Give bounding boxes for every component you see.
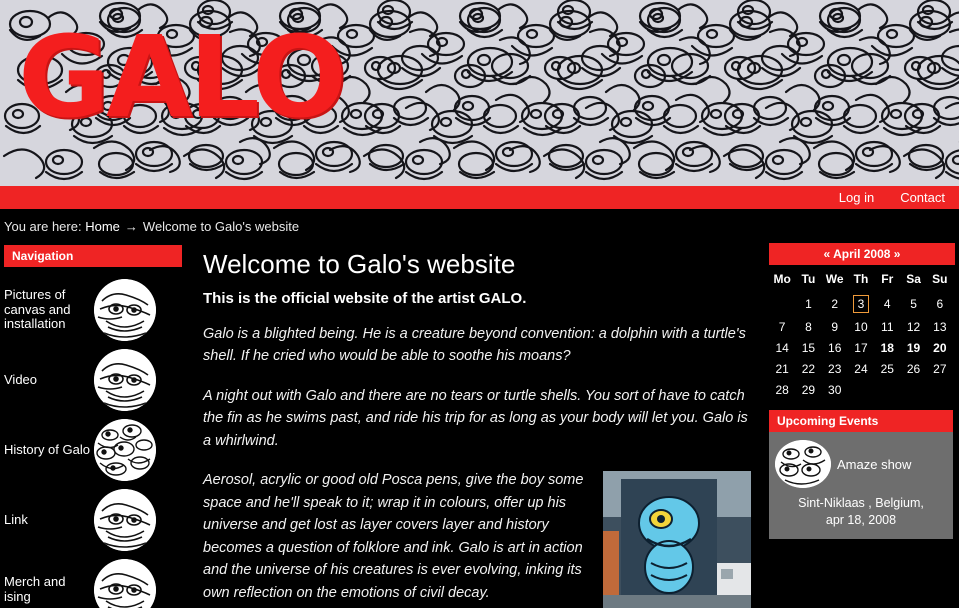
body-paragraph: A night out with Galo and there are no tears or turtle shells. You sort of have to catch the fin as he swims past, and ride his trip for as long as your body will let you. Galo is a whirlwind. bbox=[203, 387, 748, 449]
calendar-day-today[interactable]: 3 bbox=[848, 292, 874, 316]
breadcrumb-home-link[interactable]: Home bbox=[85, 218, 120, 234]
calendar-weekday: Tu bbox=[801, 272, 816, 286]
calendar-day-event[interactable]: 20 bbox=[933, 340, 947, 355]
calendar-day[interactable]: 16 bbox=[828, 340, 842, 355]
calendar-week-row bbox=[769, 292, 953, 316]
galo-face-thumb-icon bbox=[94, 559, 156, 608]
calendar-day[interactable]: 23 bbox=[828, 361, 842, 376]
navigation-list bbox=[4, 275, 195, 608]
sidebar-item-label: Pictures of canvas and installation bbox=[4, 286, 71, 332]
left-sidebar bbox=[0, 243, 195, 608]
calendar-day[interactable]: 7 bbox=[778, 319, 786, 334]
calendar-header bbox=[769, 243, 955, 265]
calendar-weekday: Mo bbox=[773, 272, 791, 286]
site-logo[interactable]: GALO bbox=[18, 13, 344, 143]
calendar-day-blank bbox=[848, 379, 874, 400]
calendar-day[interactable]: 10 bbox=[854, 319, 868, 334]
sidebar-item-link[interactable] bbox=[4, 485, 195, 555]
breadcrumb-current: Welcome to Galo's website bbox=[142, 218, 300, 234]
upcoming-events-body bbox=[769, 432, 953, 539]
calendar-day-blank bbox=[769, 292, 795, 316]
calendar-day[interactable]: 13 bbox=[933, 319, 947, 334]
contact-link[interactable]: Contact bbox=[900, 190, 945, 205]
calendar-weekday: Su bbox=[932, 272, 948, 286]
calendar-weekday: Fr bbox=[881, 272, 894, 286]
calendar-month-label: April 2008 bbox=[833, 247, 891, 261]
calendar-day[interactable]: 5 bbox=[910, 297, 917, 311]
sidebar-item-label: Merch and ising bbox=[4, 574, 66, 604]
top-personal-bar bbox=[0, 186, 959, 209]
login-link[interactable]: Log in bbox=[838, 190, 875, 205]
calendar-day[interactable]: 21 bbox=[775, 361, 789, 376]
calendar-day-event[interactable]: 19 bbox=[906, 340, 921, 355]
calendar-day[interactable]: 27 bbox=[933, 361, 947, 376]
page-subtitle: This is the official website of the artist GALO. bbox=[203, 290, 527, 307]
calendar-week-row bbox=[769, 316, 953, 337]
calendar-day[interactable]: 17 bbox=[854, 340, 868, 355]
calendar-day[interactable]: 4 bbox=[883, 297, 891, 311]
main-content bbox=[195, 243, 769, 608]
sidebar-item-label: Video bbox=[4, 371, 38, 387]
calendar-day[interactable]: 26 bbox=[906, 361, 921, 376]
calendar-day[interactable]: 29 bbox=[801, 382, 816, 397]
calendar-day[interactable]: 22 bbox=[801, 361, 816, 376]
sidebar-item-video[interactable] bbox=[4, 345, 195, 415]
calendar-weekday-row bbox=[769, 269, 953, 292]
navigation-portlet-header: Navigation bbox=[4, 245, 182, 267]
calendar-weekday: Sa bbox=[906, 272, 921, 286]
sidebar-item-pictures[interactable] bbox=[4, 275, 195, 345]
calendar-day[interactable]: 8 bbox=[805, 319, 812, 334]
calendar-next-button[interactable]: » bbox=[893, 247, 901, 261]
calendar-day[interactable]: 25 bbox=[880, 361, 894, 376]
calendar-day[interactable]: 9 bbox=[831, 319, 839, 334]
page-title: Welcome to Galo's website bbox=[203, 249, 516, 279]
calendar-prev-button[interactable]: « bbox=[823, 247, 831, 261]
event-title[interactable]: Amaze show bbox=[837, 456, 912, 472]
calendar-week-row bbox=[769, 337, 953, 358]
upcoming-events-header: Upcoming Events bbox=[769, 410, 953, 432]
calendar-day[interactable]: 12 bbox=[906, 319, 921, 334]
event-item[interactable] bbox=[775, 440, 947, 488]
galo-face-thumb-icon bbox=[94, 349, 156, 411]
calendar-day[interactable]: 11 bbox=[881, 319, 894, 334]
body-paragraph: Aerosol, acrylic or good old Posca pens, give the boy some space and he'll speak to it; wrap it in colours, offer up his universe and get lost as layer covers layer and history becomes a question of folklore and ink. Galo is art in action and the universe of his creatures is ever evolving, inking its own reflection on the emotions of civil decay. bbox=[203, 472, 584, 601]
body-paragraph: Galo is a blighted being. He is a creature beyond convention: a dolphin with a turtle's shell. If he cried who would be able to soothe his moans? bbox=[203, 326, 746, 365]
breadcrumb bbox=[0, 209, 959, 243]
breadcrumb-prefix: You are here: bbox=[4, 218, 82, 234]
galo-doodle-thumb-icon bbox=[94, 419, 156, 481]
galo-face-thumb-icon bbox=[94, 279, 156, 341]
calendar-day[interactable]: 2 bbox=[831, 297, 839, 311]
sidebar-item-label: Link bbox=[4, 511, 28, 527]
galo-doodle-thumb-icon bbox=[775, 440, 831, 488]
calendar-week-row bbox=[769, 358, 953, 379]
calendar-day[interactable]: 24 bbox=[854, 361, 868, 376]
right-sidebar bbox=[769, 243, 959, 539]
calendar-day[interactable]: 30 bbox=[828, 382, 842, 397]
calendar-weekday: Th bbox=[853, 272, 869, 286]
calendar-day-blank bbox=[927, 379, 953, 400]
content-columns bbox=[0, 243, 959, 608]
calendar-week-row bbox=[769, 379, 953, 400]
sidebar-item-history[interactable] bbox=[4, 415, 195, 485]
calendar-weekday: We bbox=[825, 272, 844, 286]
event-meta: Sint-Niklaas , Belgium, apr 18, 2008 bbox=[798, 496, 924, 527]
calendar-table bbox=[769, 269, 953, 400]
calendar-day-event[interactable]: 18 bbox=[880, 340, 894, 355]
calendar-day-blank bbox=[874, 379, 900, 400]
calendar-body bbox=[769, 292, 953, 400]
calendar-day[interactable]: 28 bbox=[775, 382, 789, 397]
calendar-day[interactable]: 1 bbox=[805, 297, 812, 311]
sidebar-item-merchandising[interactable] bbox=[4, 555, 195, 608]
calendar-day-blank bbox=[900, 379, 926, 400]
sidebar-item-label: History of Galo bbox=[4, 441, 90, 457]
calendar-day[interactable]: 15 bbox=[801, 340, 816, 355]
mural-photo bbox=[603, 471, 751, 608]
galo-face-thumb-icon bbox=[94, 489, 156, 551]
site-banner bbox=[0, 0, 959, 186]
calendar-day[interactable]: 6 bbox=[936, 297, 944, 311]
breadcrumb-separator-icon: → bbox=[124, 218, 138, 234]
calendar-day[interactable]: 14 bbox=[775, 340, 789, 355]
